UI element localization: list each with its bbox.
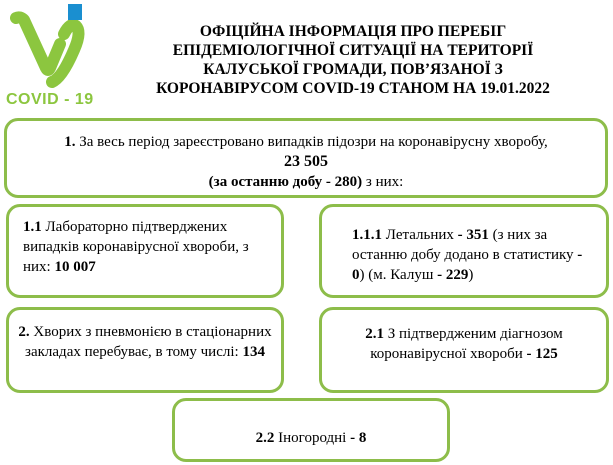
box11-text: Лабораторно підтверджених випадків коронавірусної хвороби, з них: xyxy=(23,219,249,275)
box111-number: 1.1.1 xyxy=(352,227,382,243)
box11-value: 10 007 xyxy=(54,259,96,275)
box11-number: 1.1 xyxy=(23,219,42,235)
box1-last-day: (за останню добу - 280) xyxy=(208,174,363,190)
box111-kalush: - 229 xyxy=(437,267,469,283)
box1-suffix: з них: xyxy=(362,174,404,190)
box111-text-c: ) (м. Калуш xyxy=(359,267,438,283)
v-checkmark-icon xyxy=(10,4,94,90)
total-suspected-value: 23 505 xyxy=(284,153,328,170)
box2-value: 134 xyxy=(242,344,265,360)
title-line-2: ЕПІДЕМІОЛОГІЧНОЇ СИТУАЦІЇ НА ТЕРИТОРІЇ xyxy=(172,42,534,59)
box2-text: Хворих з пневмонією в стаціонарних закладах перебуває, в тому числі: xyxy=(25,324,272,360)
box21-value: - 125 xyxy=(526,346,558,362)
total-last-day xyxy=(7,172,605,192)
box22-value: - 8 xyxy=(350,430,367,446)
title-line-3: КАЛУСЬКОЇ ГРОМАДИ, ПОВ’ЯЗАНОЇ З xyxy=(203,61,503,78)
page-title xyxy=(108,22,598,98)
pneumonia-box xyxy=(6,307,284,393)
box111-text-a: Летальних xyxy=(382,227,458,243)
box21-number: 2.1 xyxy=(365,326,384,342)
box22-text: Іногородні xyxy=(274,430,351,446)
title-line-1: ОФІЦІЙНА ІНФОРМАЦІЯ ПРО ПЕРЕБІГ xyxy=(199,23,507,40)
confirmed-diagnosis-box xyxy=(319,307,609,393)
box22-number: 2.2 xyxy=(255,430,275,446)
box2-number: 2. xyxy=(18,324,30,340)
box1-text: За весь період зареєстровано випадків підозри на коронавірусну хворобу, xyxy=(75,134,548,150)
total-suspected-description xyxy=(7,132,605,152)
box111-added: - 0 xyxy=(352,247,583,283)
fatal-cases-box xyxy=(319,204,609,298)
covid-logo xyxy=(4,4,104,112)
box111-text-b: (з них за останню добу додано в статистику xyxy=(352,227,578,263)
lab-confirmed-box xyxy=(6,204,284,298)
box111-text-d: ) xyxy=(468,267,474,283)
box1-number: 1. xyxy=(64,134,76,150)
blue-square-icon xyxy=(68,4,82,20)
box111-value: - 351 xyxy=(457,227,489,243)
box21-text: З підтвердженим діагнозом коронавірусної хвороби xyxy=(370,326,563,362)
title-line-4: КОРОНАВІРУСОМ COVID-19 СТАНОМ НА 19.01.2022 xyxy=(156,80,550,97)
logo-label: COVID - 19 xyxy=(6,91,94,108)
nonresident-box xyxy=(172,398,450,462)
total-suspected-box xyxy=(4,118,608,198)
